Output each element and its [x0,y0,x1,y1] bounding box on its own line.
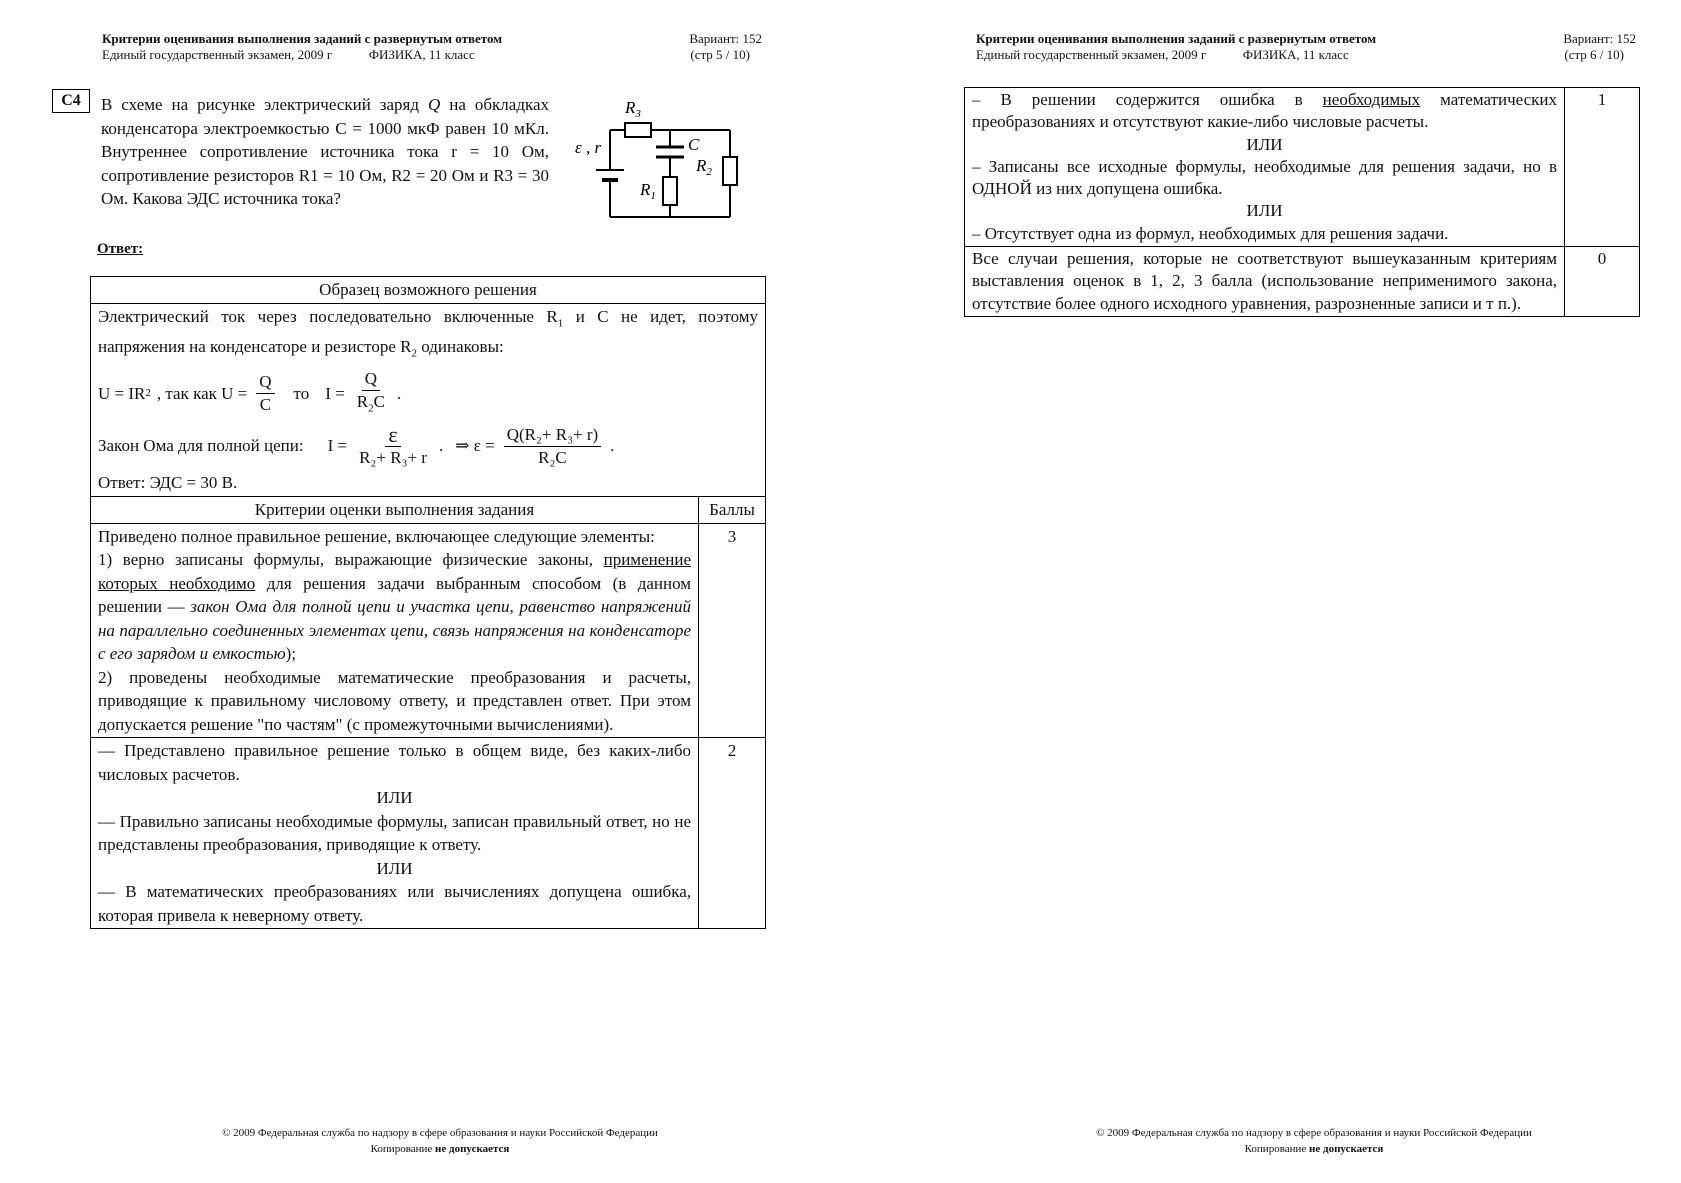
score-value: 1 [1565,88,1640,247]
resistor-r1 [663,177,677,205]
right-footer: © 2009 Федеральная служба по надзору в сфере образования и науки Российской Федерации Копирование не допускается [1096,1127,1532,1155]
score-value: 3 [699,523,766,738]
header-title: Критерии оценивания выполнения заданий с развернутым ответом [102,31,503,46]
solution-table [90,276,766,929]
formula-row-ohm: Закон Ома для полной цепи: I = $\frac{\varepsilon}{\text{R₂+ R₃+ r}}$ . ⇒ ε = $\frac{\text{Q(R₂+ R₃+ r)}}{\text{R₂C}}$ . [98,421,615,467]
header-subject: ФИЗИКА, 11 класс [1242,47,1349,62]
label-c: C [688,135,700,154]
formula-row-1: U = IR 2 , так как U = $\frac{Q}{C}$ то I = $\frac{Q}{R_2C}$ . [98,368,758,419]
score-value: 0 [1565,247,1640,317]
fraction-ohm-law: $\frac{\varepsilon}{\text{R₂+ R₃+ r}}$ [359,421,427,467]
left-page [0,0,840,1183]
header-page-number: (стр 5 / 10) [690,47,750,62]
circuit-diagram [570,95,770,235]
header-exam: Единый государственный экзамен, 2009 г [976,47,1207,62]
fraction-q-over-c: $\frac{Q}{C}$ [256,371,274,416]
label-emf-r: ε , r [575,138,602,157]
criteria-row-3: Приведено полное правильное решение, включающее следующие элементы: 1) верно записаны формулы, выражающие физические законы, применение которых необходимо для решения задачи выбранным способом (в данном решении — закон Ома для полной цепи и участка цепи, равенство напряжений на параллельно соединенных элементах цепи, связь напряжения на конденсаторе с его зарядом и емкостью); 2) проведены необходимые математические преобразования и расчеты, приводящие к правильному числовому ответу, и представлен ответ. При этом допускается решение "по частям" (с промежуточными вычислениями). 3 [91,523,766,738]
solution-body [91,303,766,497]
header-variant: Вариант: 152 [1563,31,1636,46]
left-footer: © 2009 Федеральная служба по надзору в сфере образования и науки Российской Федерации Копирование не допускается [222,1127,658,1155]
task-label: C4 [52,89,90,113]
criteria-row-2: — Представлено правильное решение только в общем виде, без каких-либо числовых расчетов. ИЛИ — Правильно записаны необходимые формулы, записан правильный ответ, но не представлены преобразования, приводящие к ответу. ИЛИ — В математических преобразованиях или вычислениях допущена ошибка, которая привела к неверному ответу. 2 [91,738,766,929]
fraction-q-over-r2c: $\frac{Q}{R_2C}$ [356,369,385,415]
header-title: Критерии оценивания выполнения заданий с развернутым ответом [976,31,1377,46]
question-text: В схеме на рисунке электрический заряд Q на обкладках конденсатора электроемкостью C = 1000 мкФ равен 10 мКл. Внутреннее сопротивление источника тока r = 10 Ом, сопротивление резисторов R1 = 10 Ом, R2 = 20 Ом и R3 = 30 Ом. Какова ЭДС источника тока? [101,95,550,208]
header-subject: ФИЗИКА, 11 класс [368,47,475,62]
header-page-number: (стр 6 / 10) [1564,47,1624,62]
solution-text: Электрический ток через последовательно включенные $R_1$ и С не идет, поэтому напряжения на конденсаторе и резисторе $R_2$ одинаковы: [98,306,759,360]
solution-answer: Ответ: ЭДС = 30 В. [98,472,238,492]
label-r3: $R_3$ [625,98,641,120]
resistor-r3 [625,123,651,137]
right-header [976,31,1636,63]
fraction-emf: $\frac{\text{Q(R₂+ R₃+ r)}}{\text{R₂C}}$ [504,424,601,469]
resistor-r2 [723,157,737,185]
solution-heading: Образец возможного решения [91,277,766,304]
criteria-heading: Критерии оценки выполнения задания [91,497,699,524]
right-page [840,0,1681,1183]
score-value: 2 [699,738,766,929]
answer-label: Ответ: [97,241,144,257]
label-r2: $R_2$ [696,156,712,178]
left-header [102,31,762,63]
score-heading: Баллы [699,497,766,524]
criteria-row-1: – В решении содержится ошибка в необходимых математических преобразованиях и отсутствуют какие-либо числовые расчеты. ИЛИ – Записаны все исходные формулы, необходимые для решения задачи, но в ОДНОЙ из них допущена ошибка. ИЛИ – Отсутствует одна из формул, необходимых для решения задачи. 1 [965,88,1640,247]
header-variant: Вариант: 152 [689,31,762,46]
label-r1: $R_1$ [640,180,656,202]
criteria-table-continued [964,87,1640,317]
criteria-row-0: Все случаи решения, которые не соответствуют вышеуказанным критериям выставления оценок в 1, 2, 3 балла (использование неприменимого закона, отсутствие более одного исходного уравнения, разрозненные записи и т п.). 0 [965,247,1640,317]
header-exam: Единый государственный экзамен, 2009 г [102,47,333,62]
